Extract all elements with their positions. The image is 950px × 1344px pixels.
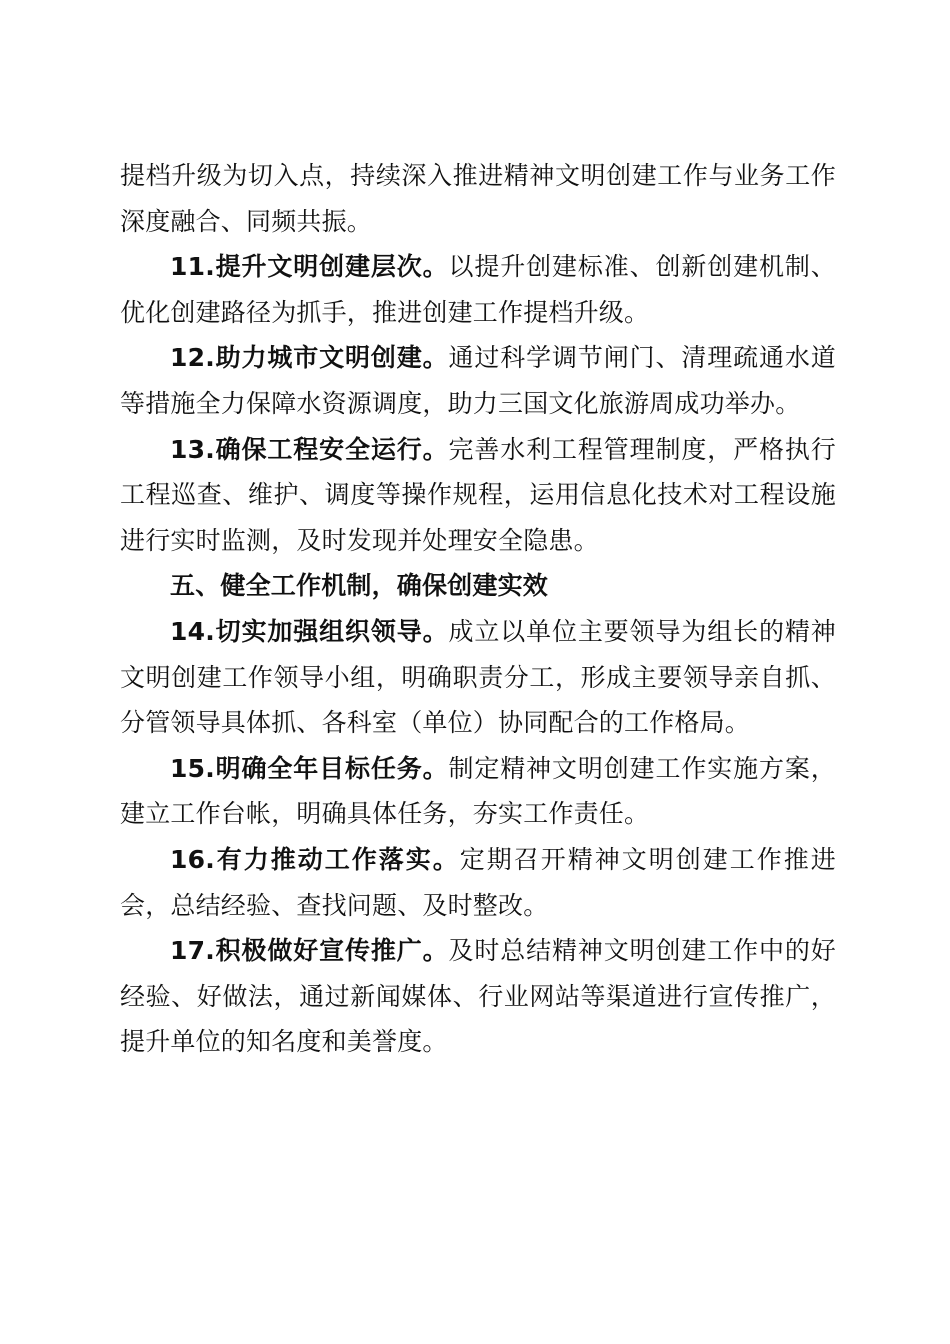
paragraph-text: 制定精神文明创建工作实施方案，建立工作台帐，明确具体任务，夯实工作责任。 [120,753,836,829]
paragraph-title: 17.积极做好宣传推广。 [170,936,449,966]
paragraph-text: 提档升级为切入点，持续深入推进精神文明创建工作与业务工作深度融合、同频共振。 [120,161,836,236]
paragraph-item-11 [120,244,836,335]
paragraph-title: 14.切实加强组织领导。 [170,616,449,646]
paragraph-item-13 [120,427,836,564]
paragraph-item-14 [120,609,836,746]
paragraph-text: 完善水利工程管理制度，严格执行工程巡查、维护、调度等操作规程，运用信息化技术对工程设施进行实时监测，及时发现并处理安全隐患。 [120,434,836,555]
paragraph-title: 16.有力推动工作落实。 [170,844,460,874]
paragraph-item-12 [120,335,836,426]
paragraph-text: 通过科学调节闸门、清理疏通水道等措施全力保障水资源调度，助力三国文化旅游周成功举办。 [120,343,836,418]
paragraph-item-15 [120,746,836,837]
paragraph-text: 以提升创建标准、创新创建机制、优化创建路径为抓手，推进创建工作提档升级。 [120,252,836,327]
paragraph-title: 15.明确全年目标任务。 [170,753,449,783]
paragraph-continuation [120,153,836,244]
paragraph-title: 13.确保工程安全运行。 [170,434,449,464]
section-heading-text: 五、健全工作机制，确保创建实效 [170,571,549,601]
paragraph-title: 11.提升文明创建层次。 [170,252,449,282]
paragraph-item-16 [120,837,836,928]
paragraph-text: 定期召开精神文明创建工作推进会，总结经验、查找问题、及时整改。 [120,844,836,920]
document-body [120,153,836,1065]
paragraph-item-17 [120,928,836,1065]
section-heading [120,563,836,609]
paragraph-text: 及时总结精神文明创建工作中的好经验、好做法，通过新闻媒体、行业网站等渠道进行宣传推广，提升单位的知名度和美誉度。 [120,936,836,1057]
paragraph-text: 成立以单位主要领导为组长的精神文明创建工作领导小组，明确职责分工，形成主要领导亲自抓、分管领导具体抓、各科室（单位）协同配合的工作格局。 [120,616,836,738]
paragraph-title: 12.助力城市文明创建。 [170,343,449,373]
